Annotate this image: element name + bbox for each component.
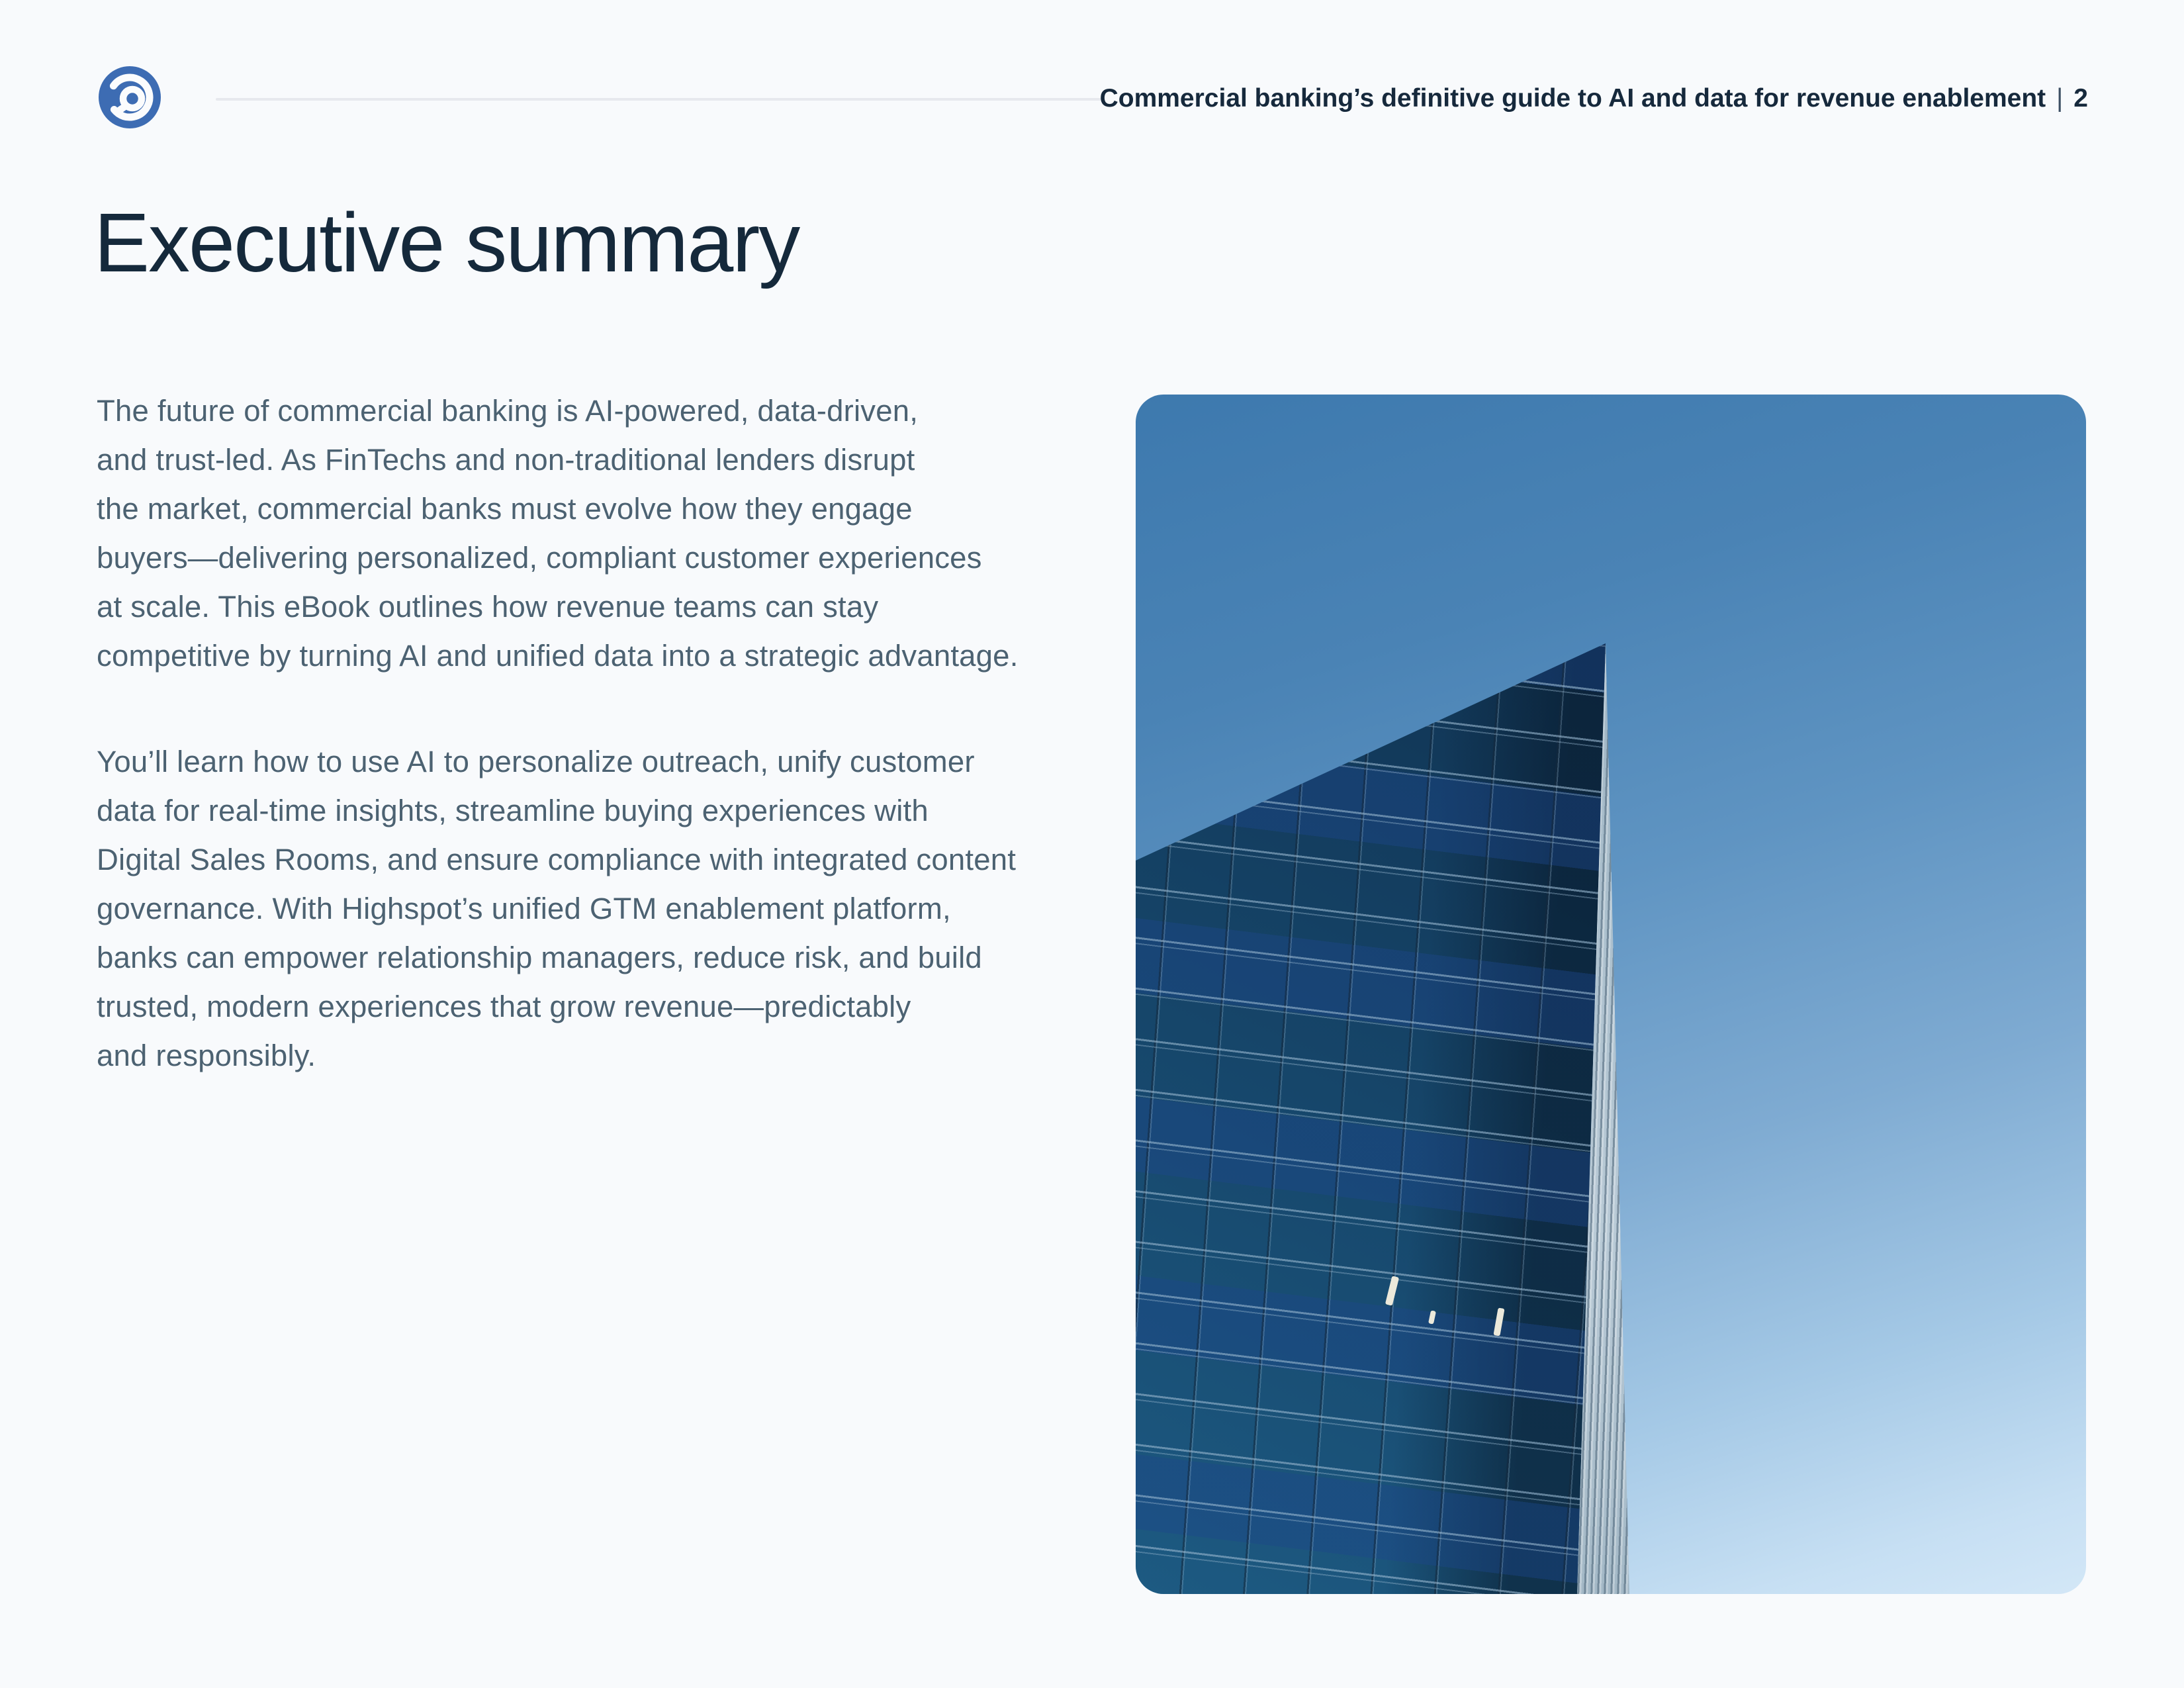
highspot-logo-icon bbox=[98, 66, 161, 129]
paragraph-line: trusted, modern experiences that grow revenue—predictably bbox=[97, 990, 911, 1023]
paragraph bbox=[97, 387, 1129, 680]
paragraph-line: governance. With Highspot’s unified GTM enablement platform, bbox=[97, 892, 951, 925]
page-number: 2 bbox=[2073, 84, 2088, 113]
paragraph-line: You’ll learn how to use AI to personalize outreach, unify customer bbox=[97, 745, 975, 778]
paragraph-line: at scale. This eBook outlines how revenue teams can stay bbox=[97, 590, 879, 624]
paragraph-line: and trust-led. As FinTechs and non-traditional lenders disrupt bbox=[97, 443, 915, 477]
paragraph-line: data for real-time insights, streamline buying experiences with bbox=[97, 794, 929, 827]
paragraph-line: banks can empower relationship managers, reduce risk, and build bbox=[97, 941, 982, 974]
running-header-title: Commercial banking’s definitive guide to AI and data for revenue enablement bbox=[1099, 84, 2046, 113]
running-header-separator: | bbox=[2056, 84, 2064, 113]
highspot-logo bbox=[98, 66, 161, 129]
paragraph bbox=[97, 737, 1129, 1080]
paragraph-line: buyers—delivering personalized, compliant customer experiences bbox=[97, 541, 982, 575]
header-divider bbox=[216, 98, 1103, 101]
running-header bbox=[1100, 84, 2088, 113]
paragraph-line: and responsibly. bbox=[97, 1039, 316, 1072]
paragraph-line: Digital Sales Rooms, and ensure compliance with integrated content bbox=[97, 843, 1017, 876]
paragraph-line: competitive by turning AI and unified data into a strategic advantage. bbox=[97, 639, 1019, 673]
skyscraper-photo bbox=[1136, 395, 2086, 1594]
body-copy bbox=[97, 387, 1129, 1137]
paragraph-line: the market, commercial banks must evolve how they engage bbox=[97, 492, 913, 526]
page-title: Executive summary bbox=[94, 196, 799, 289]
paragraph-line: The future of commercial banking is AI-powered, data-driven, bbox=[97, 394, 919, 428]
